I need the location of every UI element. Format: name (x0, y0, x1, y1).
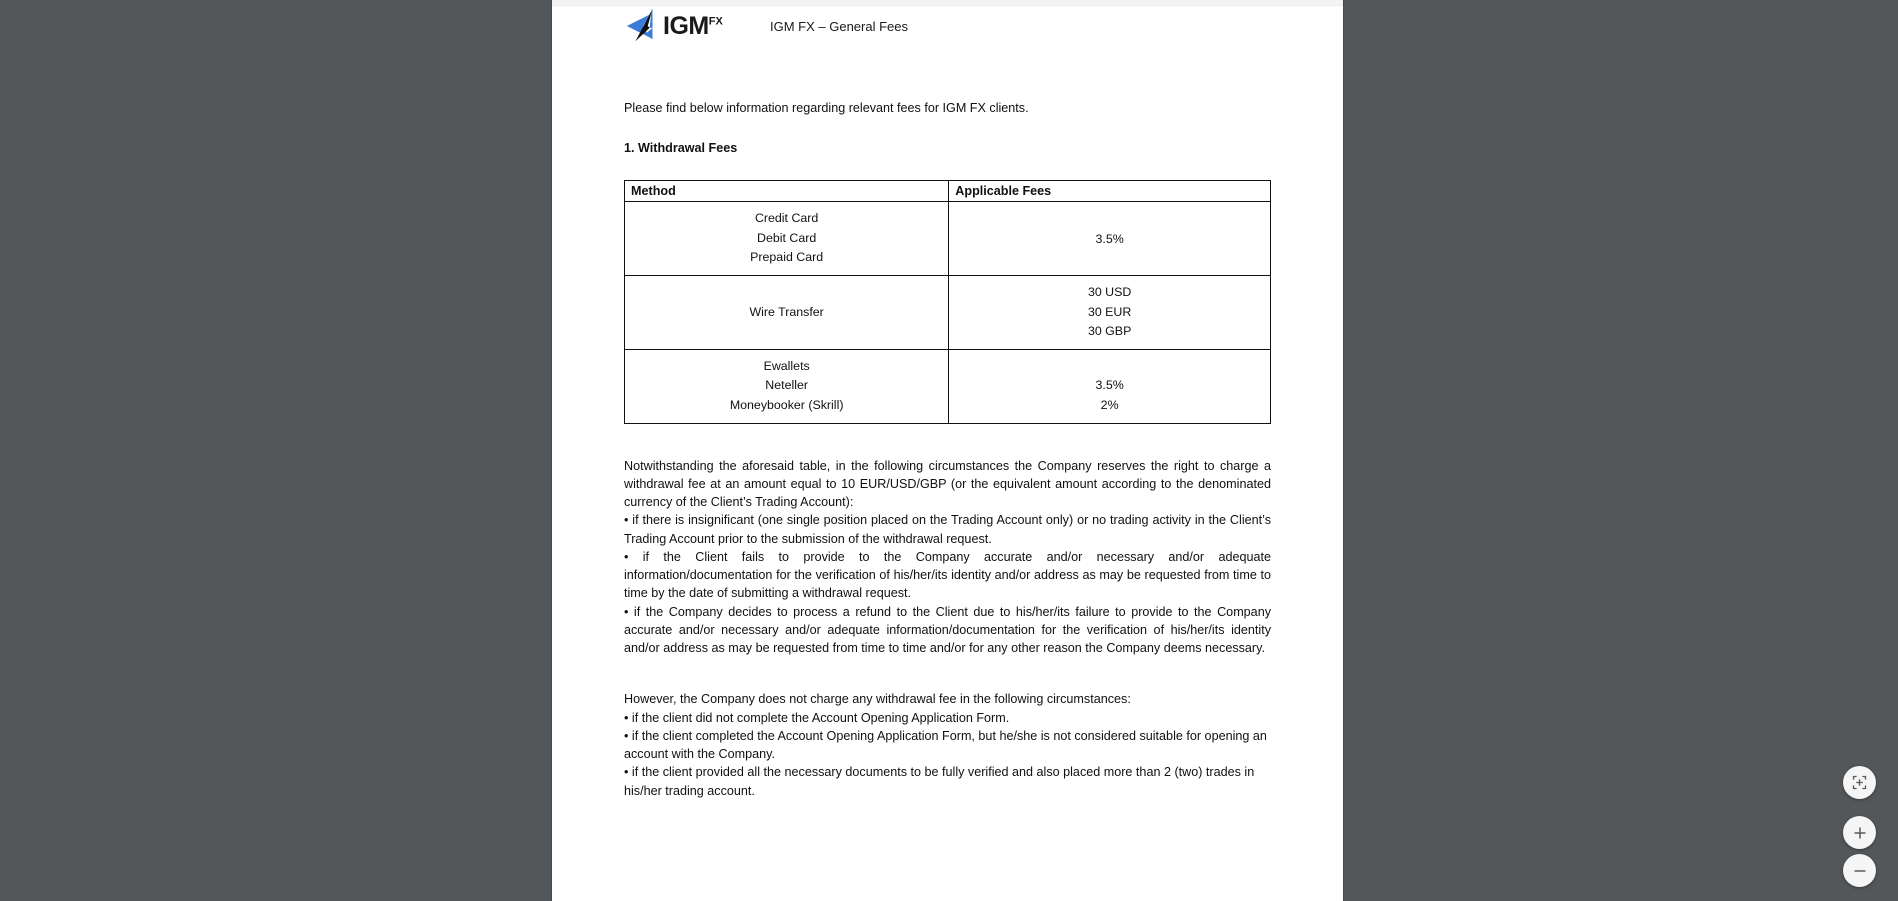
withdrawal-charge-section (624, 457, 1271, 658)
cell-fee-wire-transfer (949, 276, 1271, 350)
fee-value: 3.5% (1095, 231, 1124, 246)
bullet-insignificant-activity: • if there is insignificant (one single position placed on the Trading Account only) or no trading activity in the Client’s Trading Account prior to the submission of the withdrawal request. (624, 513, 1271, 546)
logo-wordmark (663, 11, 723, 40)
igm-fx-logo (624, 6, 740, 46)
intro-paragraph: Please find below information regarding relevant fees for IGM FX clients. (624, 101, 1029, 115)
document-body (552, 99, 1343, 800)
no-charge-section (624, 690, 1271, 800)
document-header (552, 0, 1343, 47)
table-row (625, 349, 1271, 423)
column-header-method: Method (625, 181, 949, 202)
bullet-verified-with-trades: • if the client provided all the necessary documents to be fully verified and also placed more than 2 (two) trades in his/her trading account. (624, 765, 1255, 798)
fee-value: 2% (1100, 398, 1119, 412)
minus-icon (1852, 863, 1868, 879)
withdrawal-fees-table (624, 180, 1271, 423)
bullet-fails-to-provide-documents: • if the Client fails to provide to the Company accurate and/or necessary and/or adequate information/documentation for the verification of his/her/its identity and/or address as may be requested from time to time by the date of submitting a withdrawal request. (624, 549, 1271, 601)
viewer-controls (1843, 766, 1876, 887)
zoom-in-button[interactable] (1843, 816, 1876, 849)
method-line: Neteller (765, 378, 808, 393)
table-header-row (625, 181, 1271, 202)
document-page (552, 0, 1343, 901)
cell-method-ewallets (625, 349, 949, 423)
document-title: IGM FX – General Fees (770, 18, 908, 34)
fee-value: 30 USD (1087, 285, 1132, 300)
paragraph-notwithstanding: Notwithstanding the aforesaid table, in the following circumstances the Company reserves the right to charge a withdrawal fee at an amount equal to 10 EUR/USD/GBP (or the equivalent amount according to the denominated currency of the Client’s Trading Account): (624, 458, 1271, 510)
cell-method-wire-transfer (625, 276, 949, 350)
method-line: Wire Transfer (749, 305, 824, 320)
fit-to-screen-icon (1852, 775, 1867, 790)
fee-value (1108, 357, 1111, 377)
cell-fee-ewallets (949, 349, 1271, 423)
fit-to-screen-button[interactable] (1843, 766, 1876, 799)
plus-icon (1852, 825, 1868, 841)
igm-arrow-logo-icon (624, 7, 662, 45)
bullet-no-application-form: • if the client did not complete the Account Opening Application Form. (624, 710, 1010, 725)
paragraph-however: However, the Company does not charge any withdrawal fee in the following circumstances: (624, 692, 1131, 707)
logo-name-text: IGM (663, 11, 709, 40)
fee-value: 3.5% (1095, 378, 1124, 393)
fee-value: 30 EUR (1087, 304, 1132, 319)
cell-method-cards (625, 202, 949, 276)
table-row (625, 276, 1271, 350)
method-line: Ewallets (763, 358, 810, 373)
bullet-refund-process: • if the Company decides to process a refund to the Client due to his/her/its failure to provide to the Company accurate and/or necessary and/or adequate information/documentation for the verification of his/her/its identity and/or address as may be requested from time to time and/or for any other reason the Company deems necessary. (624, 604, 1271, 656)
section-heading-withdrawal-fees: 1. Withdrawal Fees (624, 141, 738, 156)
cell-fee-cards (949, 202, 1271, 276)
bullet-not-suitable: • if the client completed the Account Opening Application Form, but he/she is not considered suitable for opening an account with the Company. (624, 728, 1267, 762)
table-row (625, 202, 1271, 276)
column-header-applicable-fees: Applicable Fees (949, 181, 1271, 202)
method-line: Debit Card (757, 230, 817, 245)
method-line: Credit Card (754, 211, 819, 226)
method-line: Prepaid Card (750, 250, 824, 265)
method-line: Moneybooker (Skrill) (729, 398, 844, 412)
zoom-out-button[interactable] (1843, 854, 1876, 887)
logo-fx-superscript: FX (708, 15, 723, 28)
fee-value: 30 GBP (1087, 324, 1132, 339)
page-content (552, 0, 1343, 800)
